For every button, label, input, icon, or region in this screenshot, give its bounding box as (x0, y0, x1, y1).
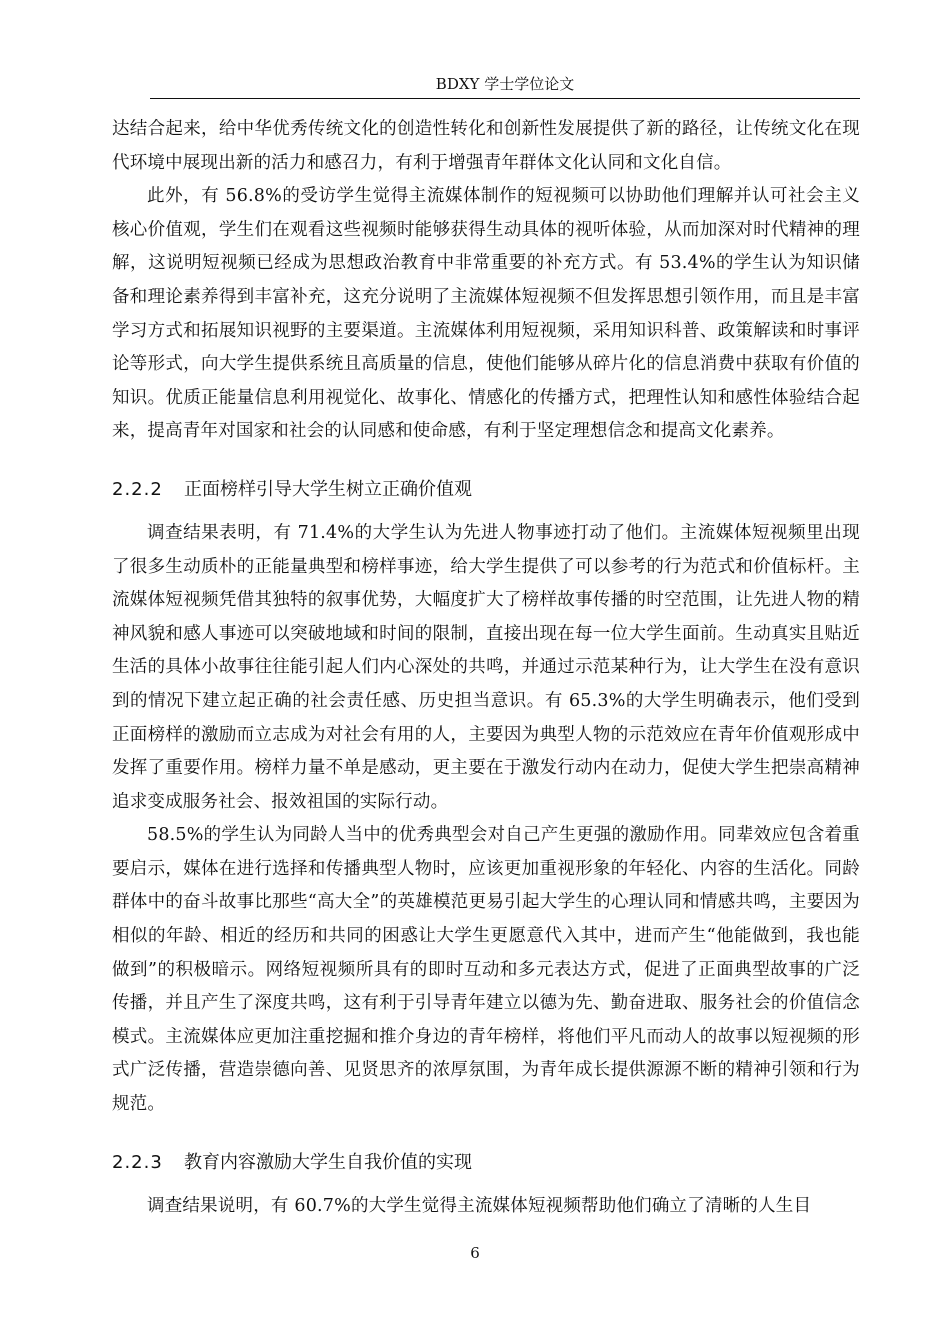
body-paragraph: 调查结果表明，有 71.4%的大学生认为先进人物事迹打动了他们。主流媒体短视频里出现了很多生动质朴的正能量典型和榜样事迹，给大学生提供了可以参考的行为范式和价值标杆。主流媒体短视频凭借其独特的叙事优势，大幅度扩大了榜样故事传播的时空范围，让先进人物的精神风貌和感人事迹可以突破地域和时间的限制，直接出现在每一位大学生面前。生动真实且贴近生活的具体小故事往往能引起人们内心深处的共鸣，并通过示范某种行为，让大学生在没有意识到的情况下建立起正确的社会责任感、历史担当意识。有 65.3%的大学生明确表示，他们受到正面榜样的激励而立志成为对社会有用的人，主要因为典型人物的示范效应在青年价值观形成中发挥了重要作用。榜样力量不单是感动，更主要在于激发行动内在动力，促使大学生把崇高精神追求变成服务社会、报效祖国的实际行动。 (112, 522, 860, 812)
section-title: 教育内容激励大学生自我价值的实现 (184, 1151, 472, 1173)
running-header: BDXY 学士学位论文 (435, 75, 575, 93)
body-paragraph: 调查结果说明，有 60.7%的大学生觉得主流媒体短视频帮助他们确立了清晰的人生目 (147, 1195, 812, 1216)
section-heading-2-2-2 (112, 475, 860, 505)
page-number: 6 (470, 1244, 480, 1262)
section-number: 2.2.2 (112, 478, 163, 500)
body-paragraph: 达结合起来，给中华优秀传统文化的创造性转化和创新性发展提供了新的路径，让传统文化在现代环境中展现出新的活力和感召力，有利于增强青年群体文化认同和文化自信。 (112, 119, 860, 173)
section-title: 正面榜样引导大学生树立正确价值观 (184, 478, 472, 500)
body-paragraph: 58.5%的学生认为同龄人当中的优秀典型会对自己产生更强的激励作用。同辈效应包含着重要启示，媒体在进行选择和传播典型人物时，应该更加重视形象的年轻化、内容的生活化。同龄群体中的奋斗故事比那些“高大全”的英雄模范更易引起大学生的心理认同和情感共鸣，主要因为相似的年龄、相近的经历和共同的困惑让大学生更愿意代入其中，进而产生“他能做到，我也能做到”的积极暗示。网络短视频所具有的即时互动和多元表达方式，促进了正面典型故事的广泛传播，并且产生了深度共鸣，这有利于引导青年建立以德为先、勤奋进取、服务社会的价值信念模式。主流媒体应更加注重挖掘和推介身边的青年榜样，将他们平凡而动人的故事以短视频的形式广泛传播，营造崇德向善、见贤思齐的浓厚氛围，为青年成长提供源源不断的精神引领和行为规范。 (112, 825, 860, 1115)
section-number: 2.2.3 (112, 1151, 163, 1173)
page-body (112, 113, 860, 1223)
section-heading-2-2-3 (112, 1148, 860, 1178)
body-paragraph: 此外，有 56.8%的受访学生觉得主流媒体制作的短视频可以协助他们理解并认可社会主义核心价值观，学生们在观看这些视频时能够获得生动具体的视听体验，从而加深对时代精神的理解，这说明短视频已经成为思想政治教育中非常重要的补充方式。有 53.4%的学生认为知识储备和理论素养得到丰富补充，这充分说明了主流媒体短视频不但发挥思想引领作用，而且是丰富学习方式和拓展知识视野的主要渠道。主流媒体利用短视频，采用知识科普、政策解读和时事评论等形式，向大学生提供系统且高质量的信息，使他们能够从碎片化的信息消费中获取有价值的知识。优质正能量信息利用视觉化、故事化、情感化的传播方式，把理性认知和感性体验结合起来，提高青年对国家和社会的认同感和使命感，有利于坚定理想信念和提高文化素养。 (112, 186, 860, 442)
header-rule (150, 98, 860, 99)
